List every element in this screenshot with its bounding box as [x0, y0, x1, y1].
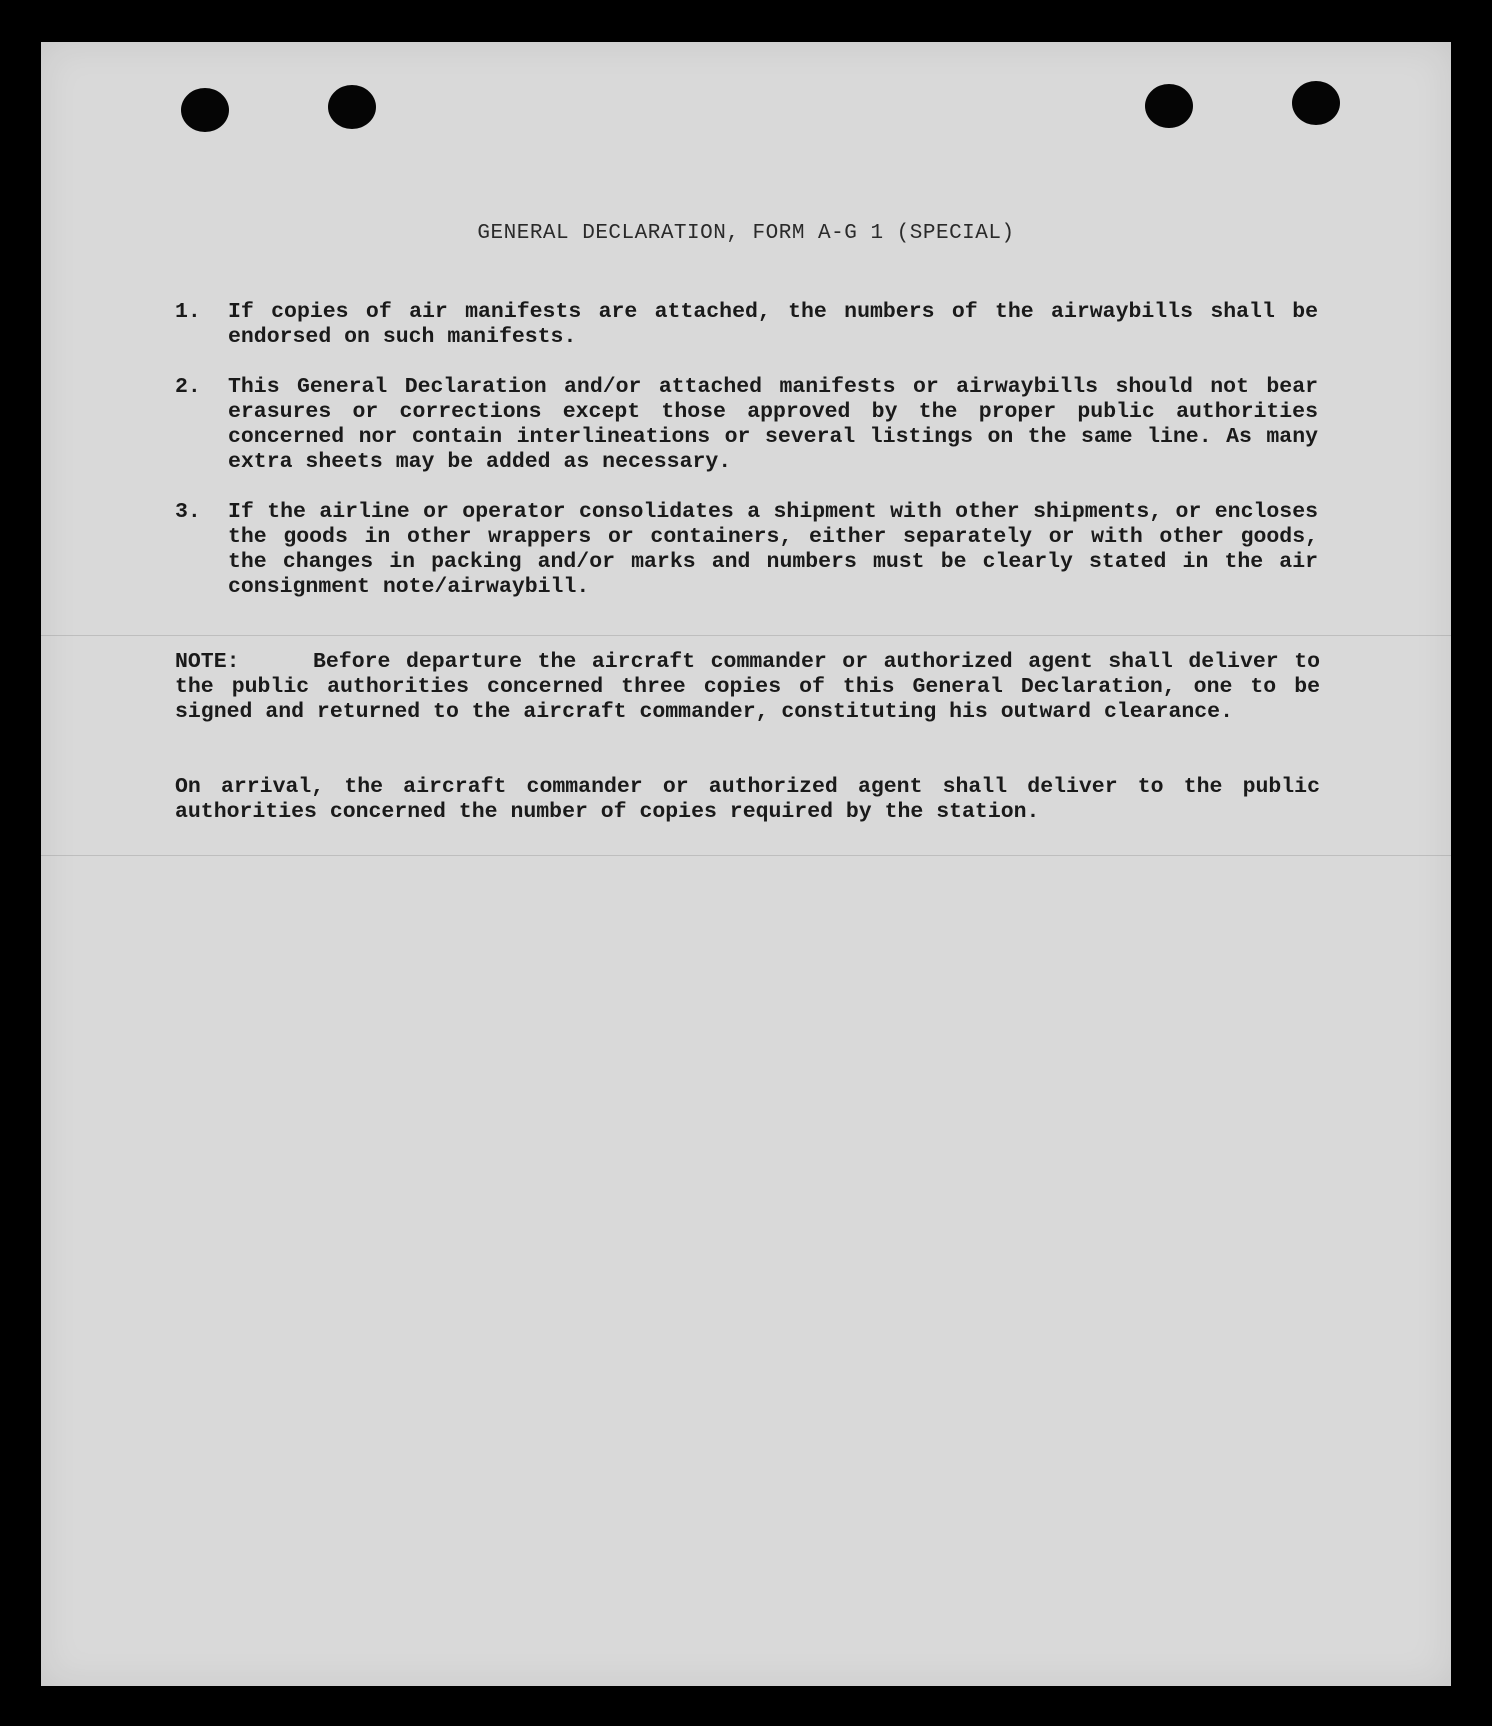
item-number: 2.: [175, 375, 201, 399]
note-text: Before departure the aircraft commander or authorized agent shall deliver to the public authorities concerned three copies of this General Declaration, one to be signed and returned to the aircraft commander, constituting his outward clearance.: [175, 650, 1320, 724]
punch-hole: [181, 88, 229, 132]
fold-line: [41, 635, 1451, 636]
document-page: [41, 42, 1451, 1686]
arrival-text: On arrival, the aircraft commander or authorized agent shall deliver to the public authorities concerned the number of copies required by the station.: [175, 775, 1320, 824]
punch-hole: [1145, 84, 1193, 128]
document-title: GENERAL DECLARATION, FORM A-G 1 (SPECIAL): [477, 222, 1015, 245]
item-text: This General Declaration and/or attached manifests or airwaybills should not bear erasures or corrections except those approved by the proper public authorities concerned nor contain interlineations or several listings on the same line. As many extra sheets may be added as necessary.: [228, 375, 1318, 474]
item-number: 3.: [175, 500, 201, 524]
arrival-paragraph: [175, 775, 1320, 825]
item-text: If the airline or operator consolidates a shipment with other shipments, or encloses the goods in other wrappers or containers, either separately or with other goods, the changes in packing and/or marks and numbers must be clearly stated in the air consignment note/airwaybill.: [228, 500, 1318, 599]
punch-hole: [328, 85, 376, 129]
punch-hole: [1292, 81, 1340, 125]
item-number: 1.: [175, 300, 201, 324]
note-paragraph: [175, 650, 1320, 725]
item-text: If copies of air manifests are attached, the numbers of the airwaybills shall be endorsed on such manifests.: [228, 300, 1318, 349]
fold-line: [41, 855, 1451, 856]
note-label: NOTE:: [175, 650, 240, 674]
